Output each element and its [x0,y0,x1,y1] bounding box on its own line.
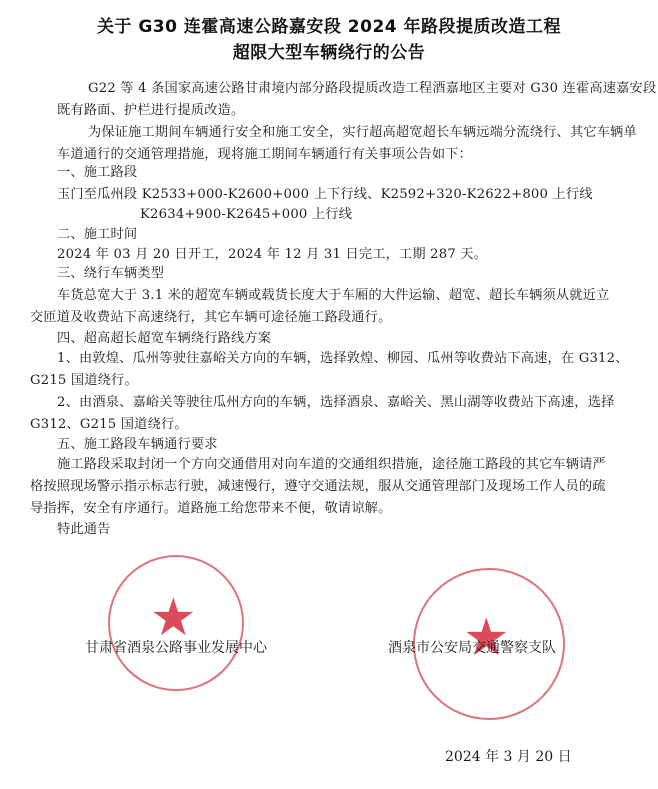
signature-left-org: 甘肃省酒泉公路事业发展中心 [85,640,267,656]
intro-line: 既有路面、护栏进行提质改造。 [57,103,245,118]
section-heading-3: 三、绕行车辆类型 [57,266,165,281]
document-date: 2024 年 3 月 20 日 [445,749,572,765]
section-line: 格按照现场警示指示标志行驶，减速慢行，遵守交通法规，服从交通管理部门及现场工作人员的疏 [30,479,606,494]
intro-line: G22 等 4 条国家高速公路甘肃境内部分路段提质改造工程酒嘉地区主要对 G30 连霍高速嘉安段 [88,81,657,96]
section-line: 车货总宽大于 3.1 米的超宽车辆或载货长度大于车厢的大件运输、超宽、超长车辆须从就近立 [57,288,610,303]
section-heading-5: 五、施工路段车辆通行要求 [57,437,218,452]
section-line: K2634+900-K2645+000 上行线 [140,207,353,222]
section-line: 2024 年 03 月 20 日开工，2024 年 12 月 31 日完工，工期 287 天。 [57,247,488,262]
section-line: 玉门至瓜州段 K2533+000-K2600+000 上下行线、K2592+320-K2622+800 上行线 [57,187,593,202]
section-line: G215 国道绕行。 [30,373,138,388]
document-title-line2: 超限大型车辆绕行的公告 [232,43,426,63]
section-line: 交匝道及收费站下高速绕行，其它车辆可途径施工路段通行。 [30,310,392,325]
section-line: G312、G215 国道绕行。 [30,417,188,432]
star-icon: ★ [463,608,510,668]
star-icon: ★ [150,588,197,648]
intro-line: 为保证施工期间车辆通行安全和施工安全，实行超高超宽超长车辆远端分流绕行、其它车辆单 [88,125,637,140]
section-heading-4: 四、超高超长超宽车辆绕行路线方案 [57,331,272,346]
section-line: 2、由酒泉、嘉峪关等驶往瓜州方向的车辆，选择酒泉、嘉峪关、黑山湖等收费站下高速，选择 [57,395,615,410]
section-line: 1、由敦煌、瓜州等驶往嘉峪关方向的车辆，选择敦煌、柳园、瓜州等收费站下高速，在 G312、 [57,351,629,366]
intro-line: 车道通行的交通管理措施，现将施工期间车辆通行有关事项公告如下： [57,147,473,162]
section-line: 施工路段采取封闭一个方向交通借用对向车道的交通组织措施，途径施工路段的其它车辆请严 [57,457,606,472]
signature-right-org: 酒泉市公安局交通警察支队 [388,640,556,656]
section-heading-1: 一、施工路段 [57,165,138,180]
section-heading-2: 二、施工时间 [57,227,138,242]
closing-text: 特此通告 [57,522,111,537]
section-line: 导指挥，安全有序通行。道路施工给您带来不便，敬请谅解。 [30,501,392,516]
document-title-line1: 关于 G30 连霍高速公路嘉安段 2024 年路段提质改造工程 [96,17,562,37]
